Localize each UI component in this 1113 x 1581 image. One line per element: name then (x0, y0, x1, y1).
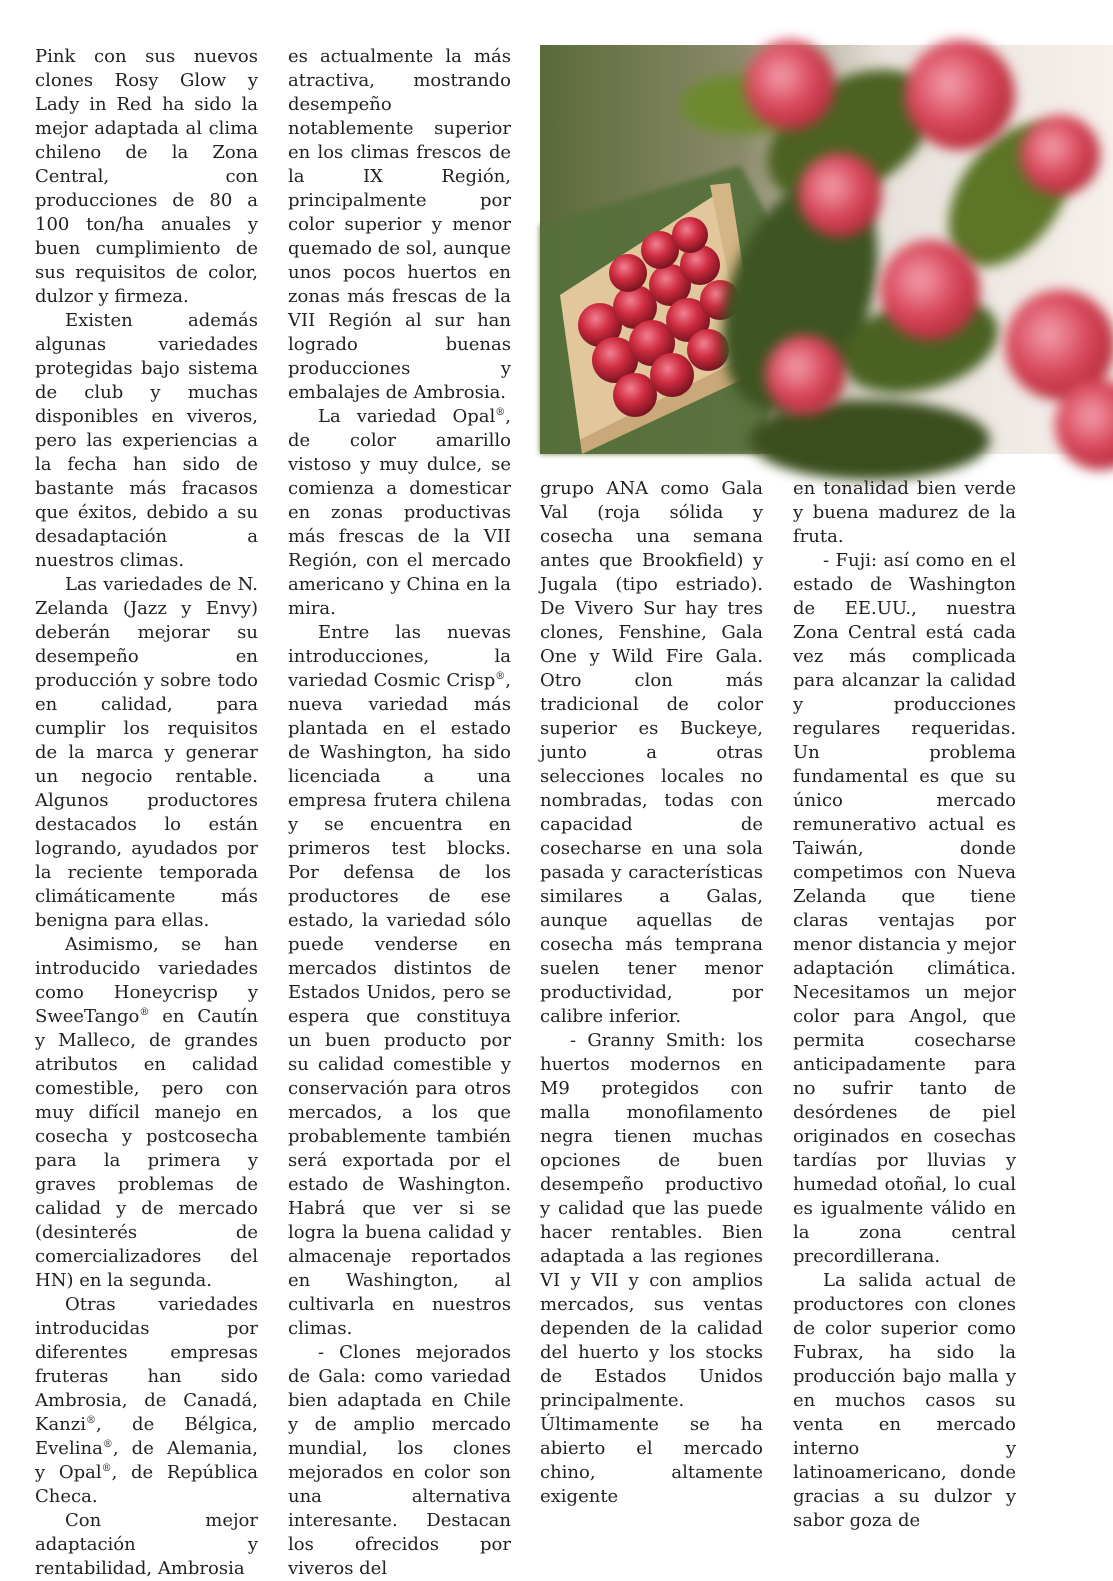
paragraph: Con mejor adaptación y rentabilidad, Ambrosia (35, 1510, 258, 1579)
paragraph: en tonalidad bien verde y buena madurez de la fruta. (793, 478, 1016, 547)
paragraph: Otras variedades introducidas por diferentes empresas fruteras han sido Ambrosia, de Canadá, Kanzi®, de Bélgica, Evelina®, de Alemania, y Opal®, de República Checa. (35, 1294, 258, 1507)
registered-mark: ® (86, 1415, 97, 1426)
photo-illustration (540, 45, 1113, 454)
paragraph: - Clones mejorados de Gala: como variedad bien adaptada en Chile y de amplio mercado mundial, los clones mejorados en color son una alternativa interesante. Destacan los ofrecidos por viveros del (288, 1342, 511, 1579)
text-column-2 (288, 45, 511, 1579)
paragraph: Asimismo, se han introducido variedades como Honeycrisp y SweeTango® en Cautín y Malleco, de grandes atributos en calidad comestible, pero con muy difícil manejo en cosecha y postcosecha para la primera y graves problemas de calidad y de mercado (desinterés de comercializadores del HN) en la segunda. (35, 934, 258, 1291)
registered-mark: ® (101, 1463, 112, 1474)
paragraph: Entre las nuevas introducciones, la variedad Cosmic Crisp®, nueva variedad más plantada en el estado de Washington, ha sido licenciada a una empresa frutera chilena y se encuentra en primeros test blocks. Por defensa de los productores de ese estado, la variedad sólo puede venderse en mercados distintos de Estados Unidos, pero se espera que constituya un buen producto por su calidad comestible y conservación para otros mercados, a los que probablemente también será exportada por el estado de Washington. Habrá que ver si se logra la buena calidad y almacenaje reportados en Washington, al cultivarla en nuestros climas. (288, 622, 511, 1339)
paragraph: La variedad Opal®, de color amarillo vistoso y muy dulce, se comienza a domesticar en zonas productivas más frescas de la VII Región, con el mercado americano y China en la mira. (288, 406, 511, 619)
paragraph: - Granny Smith: los huertos modernos en M9 protegidos con malla monofilamento negra tienen muchas opciones de buen desempeño productivo y calidad que las puede hacer rentables. Bien adaptada a las regiones VI y VII y con amplios mercados, sus ventas dependen de la calidad del huerto y los stocks de Estados Unidos principalmente. Últimamente se ha abierto el mercado chino, altamente exigente (540, 1030, 763, 1507)
paragraph: grupo ANA como Gala Val (roja sólida y cosecha una semana antes que Brookfield) y Jugala (tipo estriado). De Vivero Sur hay tres clones, Fenshine, Gala One y Wild Fire Gala. Otro clon más tradicional de color superior es Buckeye, junto a otras selecciones locales no nombradas, todas con capacidad de cosecharse en una sola pasada y características similares a Galas, aunque aquellas de cosecha más temprana suelen tener menor productividad, por calibre inferior. (540, 478, 763, 1027)
apple-crate-photo (540, 45, 1113, 454)
text-column-4 (793, 477, 1016, 1531)
paragraph: La salida actual de productores con clones de color superior como Fubrax, ha sido la producción bajo malla y en muchos casos su venta en mercado interno y latinoamericano, donde gracias a su dulzor y sabor goza de (793, 1270, 1016, 1531)
paragraph: es actualmente la más atractiva, mostrando desempeño notablemente superior en los climas frescos de la IX Región, principalmente por color superior y menor quemado de sol, aunque unos pocos huertos en zonas más frescas de la VII Región al sur han logrado buenas producciones y embalajes de Ambrosia. (288, 46, 511, 403)
paragraph: Las variedades de N. Zelanda (Jazz y Envy) deberán mejorar su desempeño en producción y sobre todo en calidad, para cumplir los requisitos de la marca y generar un negocio rentable. Algunos productores destacados lo están logrando, ayudados por la reciente temporada climáticamente más benigna para ellas. (35, 574, 258, 931)
paragraph: - Fuji: así como en el estado de Washington de EE.UU., nuestra Zona Central está cada vez más complicada para alcanzar la calidad y producciones regulares requeridas. Un problema fundamental es que su único mercado remunerativo actual es Taiwán, donde competimos con Nueva Zelanda que tiene claras ventajas por menor distancia y mejor adaptación climática. Necesitamos un mejor color para Angol, que permita cosecharse anticipadamente para no sufrir tanto de desórdenes de piel originados en cosechas tardías por lluvias y humedad otoñal, lo cual es igualmente válido en la zona central precordillerana. (793, 550, 1016, 1267)
paragraph: Existen además algunas variedades protegidas bajo sistema de club y muchas disponibles en viveros, pero las experiencias a la fecha han sido de bastante más fracasos que éxitos, debido a su desadaptación a nuestros climas. (35, 310, 258, 571)
paragraph: Pink con sus nuevos clones Rosy Glow y Lady in Red ha sido la mejor adaptada al clima chileno de la Zona Central, con producciones de 80 a 100 ton/ha anuales y buen cumplimiento de sus requisitos de color, dulzor y firmeza. (35, 46, 258, 307)
text-column-3 (540, 477, 763, 1507)
registered-mark: ® (495, 407, 506, 418)
registered-mark: ® (139, 1007, 150, 1018)
text-column-1 (35, 45, 258, 1579)
registered-mark: ® (102, 1439, 113, 1450)
registered-mark: ® (495, 671, 506, 682)
